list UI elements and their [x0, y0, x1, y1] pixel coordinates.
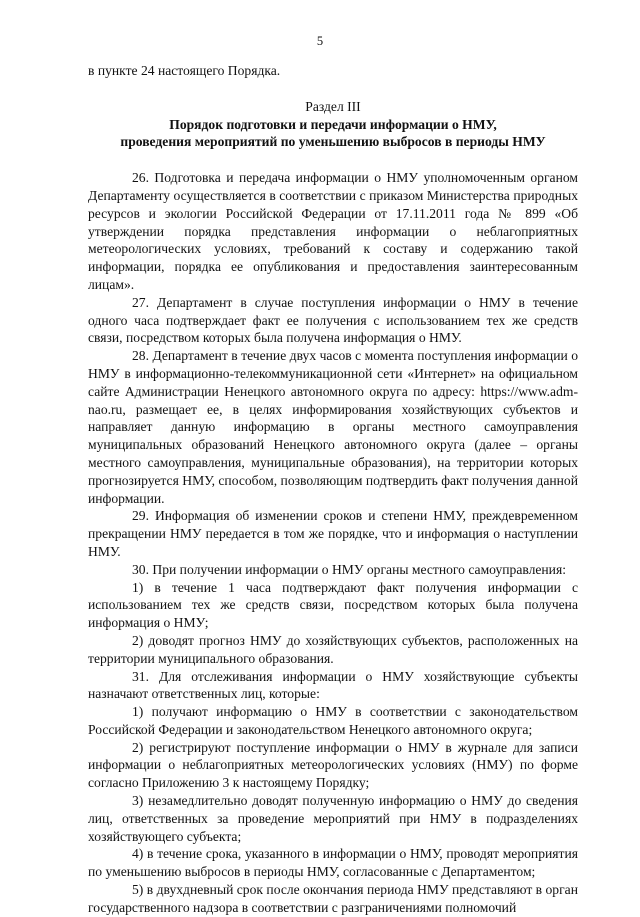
paragraph-31-item-4: 4) в течение срока, указанного в информации о НМУ, проводят мероприятия по уменьшению выбросов в периоды НМУ, согласованные с Департаментом;: [88, 846, 578, 880]
paragraph-26: 26. Подготовка и передача информации о НМУ уполномоченным органом Департаменту осуществляется в соответствии с приказом Министерства природных ресурсов и экологии Российской Федерации от 17.11.2011 года № 899 «Об утверждении порядка представления информации о неблагоприятных метеорологических условиях, требований к составу и содержанию такой информации, порядка ее опубликования и предоставления заинтересованным лицам».: [88, 170, 578, 292]
section-heading: [88, 116, 578, 152]
paragraph-31-item-3: 3) незамедлительно доводят полученную информацию о НМУ до сведения лиц, ответственных за проведение мероприятий при НМУ в подразделениях хозяйствующего субъекта;: [88, 793, 578, 844]
paragraph-30: 30. При получении информации о НМУ органы местного самоуправления:: [132, 561, 566, 577]
continuation-line: в пункте 24 настоящего Порядка.: [88, 63, 281, 78]
section-heading-line-1: Порядок подготовки и передачи информации о НМУ,: [169, 116, 497, 132]
paragraph-29: 29. Информация об изменении сроков и степени НМУ, преждевременном прекращении НМУ передается в том же порядке, что и информация о наступлении НМУ.: [88, 508, 578, 559]
document-body: [88, 62, 578, 917]
paragraph-31-item-2: 2) регистрируют поступление информации о НМУ в журнале для записи информации о неблагоприятных метеорологических условиях (НМУ) по форме согласно Приложению 3 к настоящему Порядку;: [88, 739, 578, 791]
paragraph-30-item-2: 2) доводят прогноз НМУ до хозяйствующих субъектов, расположенных на территории муниципального образования.: [88, 632, 578, 666]
page-number: 5: [316, 34, 324, 48]
paragraph-28: 28. Департамент в течение двух часов с момента поступления информации о НМУ в информационно-телекоммуникационной сети «Интернет» на официальном сайте Администрации Ненецкого автономного округа по адресу: https://www.adm-nao.ru, размещает ее, в целях информирования хозяйствующих субъектов и направляет данную информацию в органы местного самоуправления муниципальных образований Ненецкого автономного округа (далее – органы местного самоуправления, муниципальные образования), на территории которых прогнозируется НМУ, способом, позволяющим подтвердить факт получения данной информации.: [88, 348, 578, 506]
paragraph-27: 27. Департамент в случае поступления информации о НМУ в течение одного часа подтверждает факт ее получения с использованием тех же средств связи, посредством которых была получена информация о НМУ.: [88, 294, 578, 346]
paragraph-31-item-1: 1) получают информацию о НМУ в соответствии с законодательством Российской Федерации и законодательством Ненецкого автономного округа;: [88, 704, 578, 737]
paragraph-31-item-5: 5) в двухдневный срок после окончания периода НМУ представляют в орган государственного надзора в соответствии с разграничениями полномочий: [88, 882, 578, 915]
section-label: Раздел III: [305, 98, 361, 114]
paragraph-30-item-1: 1) в течение 1 часа подтверждают факт получения информации с использованием тех же средств связи, посредством которых была получена информация о НМУ;: [88, 579, 578, 631]
paragraph-31: 31. Для отслеживания информации о НМУ хозяйствующие субъекты назначают ответственных лиц, которые:: [88, 668, 578, 702]
section-heading-line-2: проведения мероприятий по уменьшению выбросов в периоды НМУ: [120, 134, 546, 150]
